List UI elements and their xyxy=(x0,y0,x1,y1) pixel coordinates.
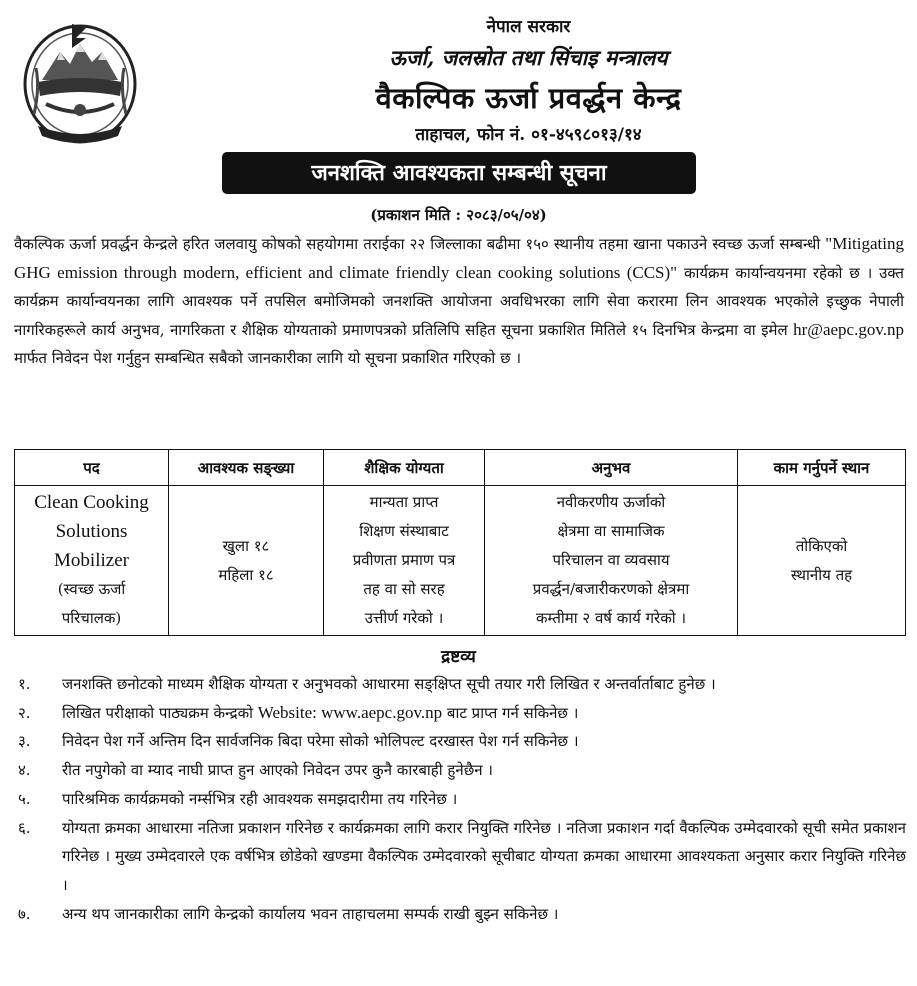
note-item xyxy=(14,699,906,728)
table-row xyxy=(15,486,906,636)
col-header-post: पद xyxy=(15,450,169,486)
cell-line: मान्यता प्राप्त xyxy=(369,493,439,511)
note-number: २. xyxy=(18,703,31,722)
note-item xyxy=(14,900,906,929)
website-link: Website: www.aepc.gov.np xyxy=(257,702,443,722)
cell-line: खुला १८ xyxy=(222,536,270,555)
cell-line: परिचालक) xyxy=(61,609,122,627)
organization-address: ताहाचल, फोन नं. ०१-४५९८०१३/१४ xyxy=(415,125,642,145)
cell-count xyxy=(169,486,324,636)
note-number: ३. xyxy=(18,732,31,751)
contact-email: hr@aepc.gov.np xyxy=(793,319,904,339)
note-item xyxy=(14,727,906,756)
cell-line: महिला १८ xyxy=(218,565,274,584)
intro-text-2: कार्यक्रम कार्यान्वयनमा रहेको छ । उक्त कार्यक्रम कार्यान्वयनका लागि आवश्यक पर्ने तपसिल बमोजिमको जनशक्ति आयोजना अवधिभरका लागि सेवा करारमा लिन आवश्यक भएकोले इच्छुक नेपाली नागरिकहरूले कार्य अनुभव, नागरिकता र शैक्षिक योग्यताको प्रमाणपत्रको प्रतिलिपि सहित सूचना प्रकाशित मितिले १५ दिनभित्र केन्द्रमा वा इमेल xyxy=(14,263,904,339)
note-text: पारिश्रमिक कार्यक्रमको नर्म्सभित्र रही आवश्यक समझदारीमा तय गरिनेछ । xyxy=(62,789,458,808)
cell-experience xyxy=(485,486,738,636)
note-text: रीत नपुगेको वा म्याद नाघी प्राप्त हुन आएको निवेदन उपर कुनै कारबाही हुनेछैन । xyxy=(62,761,493,780)
note-text: योग्यता क्रमका आधारमा नतिजा प्रकाशन गरिनेछ र कार्यक्रमका लागि करार नियुक्ति गरिनेछ । नतिजा प्रकाशन गर्दा वैकल्पिक उम्मेदवारको सूची समेत प्रकाशन गरिनेछ । मुख्य उम्मेदवारले एक वर्षभित्र छोडेको खण्डमा वैकल्पिक उम्मेदवारको सूचीबाट योग्यता क्रमका आधारमा आवश्यकता अनुसार करार नियुक्ति गरिनेछ । xyxy=(62,818,906,894)
organization-name: वैकल्पिक ऊर्जा प्रवर्द्धन केन्द्र xyxy=(375,81,682,115)
cell-line: प्रवीणता प्रमाण पत्र xyxy=(352,551,456,569)
col-header-location: काम गर्नुपर्ने स्थान xyxy=(738,450,906,486)
note-text: लिखित परीक्षाको पाठ्यक्रम केन्द्रको xyxy=(62,703,258,722)
cell-line: स्थानीय तह xyxy=(790,565,853,584)
cell-line: Solutions xyxy=(55,521,128,542)
notes-title: द्रष्टव्य xyxy=(441,647,476,667)
cell-line: परिचालन वा व्यवसाय xyxy=(552,551,670,569)
cell-line: शिक्षण संस्थाबाट xyxy=(359,522,449,540)
note-text: जनशक्ति छनोटको माध्यम शैक्षिक योग्यता र अनुभवको आधारमा सङ्क्षिप्त सूची तयार गरी लिखित र अन्तर्वार्ताबाट हुनेछ । xyxy=(62,675,716,693)
notes-list xyxy=(14,670,906,928)
intro-text-3: मार्फत निवेदन पेश गर्नुहुन सम्बन्धित सबैको जानकारीका लागि यो सूचना प्रकाशित गरिएको छ । xyxy=(14,349,522,368)
nepal-government-emblem xyxy=(20,18,140,146)
note-number: १. xyxy=(18,675,31,693)
cell-line: तोकिएको xyxy=(795,536,848,555)
col-header-count: आवश्यक सङ्ख्या xyxy=(169,450,324,486)
note-item xyxy=(14,670,906,699)
col-header-qualification: शैक्षिक योग्यता xyxy=(324,450,485,486)
note-number: ७. xyxy=(18,904,31,923)
notice-title-banner: जनशक्ति आवश्यकता सम्बन्धी सूचना xyxy=(222,152,696,194)
vacancy-table xyxy=(14,449,906,636)
note-item xyxy=(14,756,906,785)
cell-line: Clean Cooking xyxy=(34,492,149,513)
cell-post xyxy=(15,486,169,636)
intro-text-1: वैकल्पिक ऊर्जा प्रवर्द्धन केन्द्रले हरित जलवायु कोषको सहयोगमा तराईका २२ जिल्लाका बढीमा १५० स्थानीय तहमा खाना पकाउने स्वच्छ ऊर्जा सम्बन्धी xyxy=(14,235,826,253)
ministry-name: ऊर्जा, जलस्रोत तथा सिंचाइ मन्त्रालय xyxy=(389,45,668,70)
note-item xyxy=(14,785,906,814)
cell-line: नवीकरणीय ऊर्जाको xyxy=(556,493,666,511)
col-header-experience: अनुभव xyxy=(485,450,738,486)
cell-line: उत्तीर्ण गरेको । xyxy=(364,609,444,627)
cell-line: तह वा सो सरह xyxy=(363,580,445,598)
publish-date: (प्रकाशन मिति : २०८३/०५/०४) xyxy=(370,206,547,224)
note-text: अन्य थप जानकारीका लागि केन्द्रको कार्यालय भवन ताहाचलमा सम्पर्क राखी बुझ्न सकिनेछ । xyxy=(62,904,559,923)
program-name: "Mitigating GHG emission through modern, efficient and climate friendly clean cooking solutions (CCS)" xyxy=(14,234,904,282)
cell-line: कम्तीमा २ वर्ष कार्य गरेको । xyxy=(535,609,687,627)
cell-line: (स्वच्छ ऊर्जा xyxy=(57,580,126,598)
cell-line: क्षेत्रमा वा सामाजिक xyxy=(557,522,665,540)
government-name: नेपाल सरकार xyxy=(486,17,571,37)
note-number: ४. xyxy=(18,761,31,780)
note-text: निवेदन पेश गर्ने अन्तिम दिन सार्वजनिक बिदा परेमा सोको भोलिपल्ट दरखास्त पेश गर्न सकिनेछ । xyxy=(62,732,579,751)
intro-paragraph xyxy=(14,230,904,373)
note-text: बाट प्राप्त गर्न सकिनेछ । xyxy=(442,703,579,722)
cell-location xyxy=(738,486,906,636)
note-item xyxy=(14,814,906,900)
note-number: ६. xyxy=(18,818,31,837)
cell-line: Mobilizer xyxy=(54,550,129,571)
note-number: ५. xyxy=(18,789,31,808)
cell-line: प्रवर्द्धन/बजारीकरणको क्षेत्रमा xyxy=(532,580,690,598)
cell-qualification xyxy=(324,486,485,636)
table-header-row xyxy=(15,450,906,486)
